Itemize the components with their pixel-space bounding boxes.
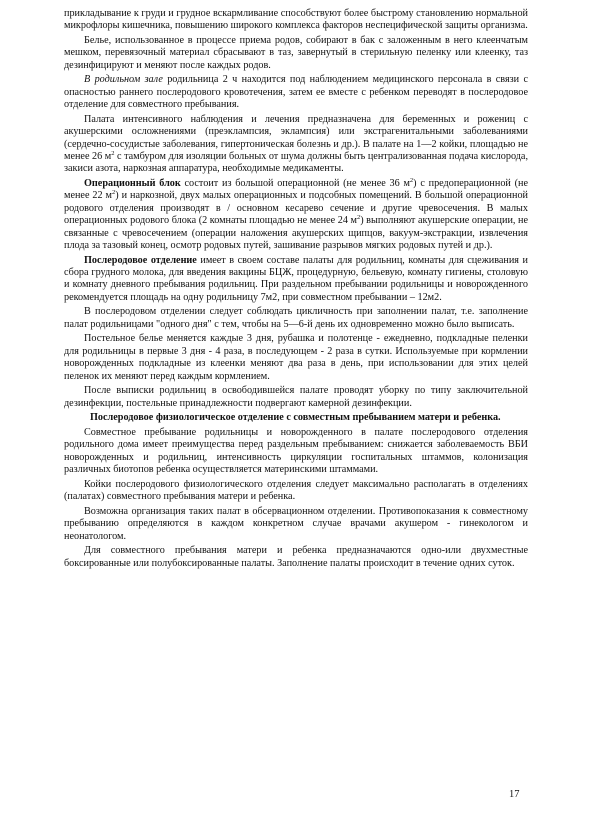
- paragraph-operating-block: [64, 178, 528, 252]
- operating-block-text-a: состоит из большой операционной (не менее 36 м: [180, 178, 410, 190]
- intensive-ward-text-b: с тамбуром для изоляции больных от шума должны быть централизованная подача кислорода, закиси азота, наркозная аппаратура, необходимые медикаменты.: [64, 151, 528, 175]
- paragraph-wards: Для совместного пребывания матери и ребенка предназначаются одно-или двухместные боксированные или полубоксированные палаты. Заполнение палаты происходит в течение одних суток.: [64, 545, 528, 569]
- paragraph-cyclicity: В послеродовом отделении следует соблюдать цикличность при заполнении палат, т.е. заполнение палат родильницами "одного дня" с тем, чтобы на 5—6-й день их одновременно можно было выписать.: [64, 306, 528, 330]
- operating-block-term: Операционный блок: [84, 178, 181, 190]
- intensive-ward-text-a: Палата интенсивного наблюдения и лечения предназначена для беременных и рожениц с акушерскими осложнениями (преэклампсия, эклампсия) или экстрагенитальными заболеваниями (сердечно-сосудистые заболевания, гипертоническая болезнь и др.). В палате на 1—2 койки, площадью не менее 26 м: [64, 113, 528, 163]
- paragraph-microflora: прикладывание к груди и грудное вскармливание способствуют более быстрому становлению нормальной микрофлоры кишечника, повышению широкого комплекса факторов неспецифической защиты организма.: [64, 8, 528, 32]
- paragraph-contraindications: Возможна организация таких палат в обсервационном отделении. Противопоказания к совместному пребыванию определяются в каждом конкретном случае врачами акушером - гинекологом и неонатологом.: [64, 505, 528, 542]
- delivery-room-term: В родильном зале: [84, 74, 163, 86]
- operating-block-text-d: ) выполняют акушерские операции, не связанные с чревосечением (операции наложения акушерских щипцов, вакуум-экстракции, извлечения плода за тазовый конец, осмотр родовых путей, зашивание разрывов мягких родовых путей и др.).: [64, 215, 529, 252]
- operating-block-text-c: ) и наркозной, двух малых операционных и подсобных помещений. В большой операционной родового отделения производят в / основном кесарево сечение и другие чревосечения. В малых операционных родового блока (2 комнаты площадью не менее 24 м: [64, 190, 528, 227]
- document-page: [64, 8, 528, 572]
- superscript: 2: [111, 150, 115, 158]
- superscript: 2: [112, 189, 116, 197]
- superscript: 2: [356, 214, 361, 222]
- paragraph-postpartum-dept: [64, 255, 528, 305]
- delivery-room-text: родильница 2 ч находится под наблюдением медицинского персонала в связи с опасностью раннего послеродового кровотечения, затем ее вместе с ребенком переводят в послеродовое отделение для совместного пребывания.: [64, 74, 528, 111]
- postpartum-dept-term: Послеродовое отделение: [84, 254, 197, 266]
- paragraph-delivery-room: [64, 74, 528, 111]
- paragraph-disinfection: После выписки родильниц в освободившейся палате проводят уборку по типу заключительной дезинфекции, постельные принадлежности подвергают камерной дезинфекции.: [64, 385, 528, 409]
- paragraph-bed-linen: Постельное белье меняется каждые 3 дня, рубашка и полотенце - ежедневно, подкладные пеленки для родильницы в первые 3 дня - 4 раза, в последующем - 2 раза в сутки. Используемые при кормлении новорожденных подкладные из клеенки меняют два раза в день, при использовании для этих целей пеленок их меняют перед каждым кормлением.: [64, 333, 528, 382]
- paragraph-beds: Койки послеродового физиологического отделения следует максимально располагать в отделениях (палатах) совместного пребывания матери и ребенка.: [64, 478, 528, 503]
- postpartum-dept-text: имеет в своем составе палаты для родильниц, комнаты для сцеживания и сбора грудного молока, для введения вакцины БЦЖ, процедурную, бельевую, комнату гигиены, столовую и комнату дневного пребывания родильниц. При раздельном пребывании родильницы и новорожденного рекомендуется площадь на одну родильницу 7м2, при совместном пребывании – 12м2.: [64, 254, 528, 303]
- section-heading-text: Послеродовое физиологическое отделение с совместным пребыванием матери и ребенка.: [90, 412, 501, 424]
- page-number: 17: [509, 789, 520, 800]
- operating-block-text-b: ) с предоперационной (не менее 22 м: [64, 178, 528, 202]
- section-heading: [64, 412, 528, 424]
- paragraph-rooming-in-benefits: Совместное пребывание родильницы и новорожденного в палате послеродового отделения родильного дома имеет преимущества перед раздельным пребыванием: снижается заболеваемость ВБИ новорожденных и родильниц, интенсивность циркуляции госпитальных штаммов, колонизация различных биотопов ребенка осуществляется материнскими штаммами.: [64, 426, 528, 476]
- paragraph-linen: Белье, использованное в процессе приема родов, собирают в бак с заложенным в него клеенчатым мешком, перевязочный материал сбрасывают в таз, завернутый в стерильную пеленку или клеенку, таз дезинфицируют и меняют после каждых родов.: [64, 35, 528, 71]
- paragraph-intensive-ward: [64, 114, 528, 176]
- superscript: 2: [409, 177, 414, 185]
